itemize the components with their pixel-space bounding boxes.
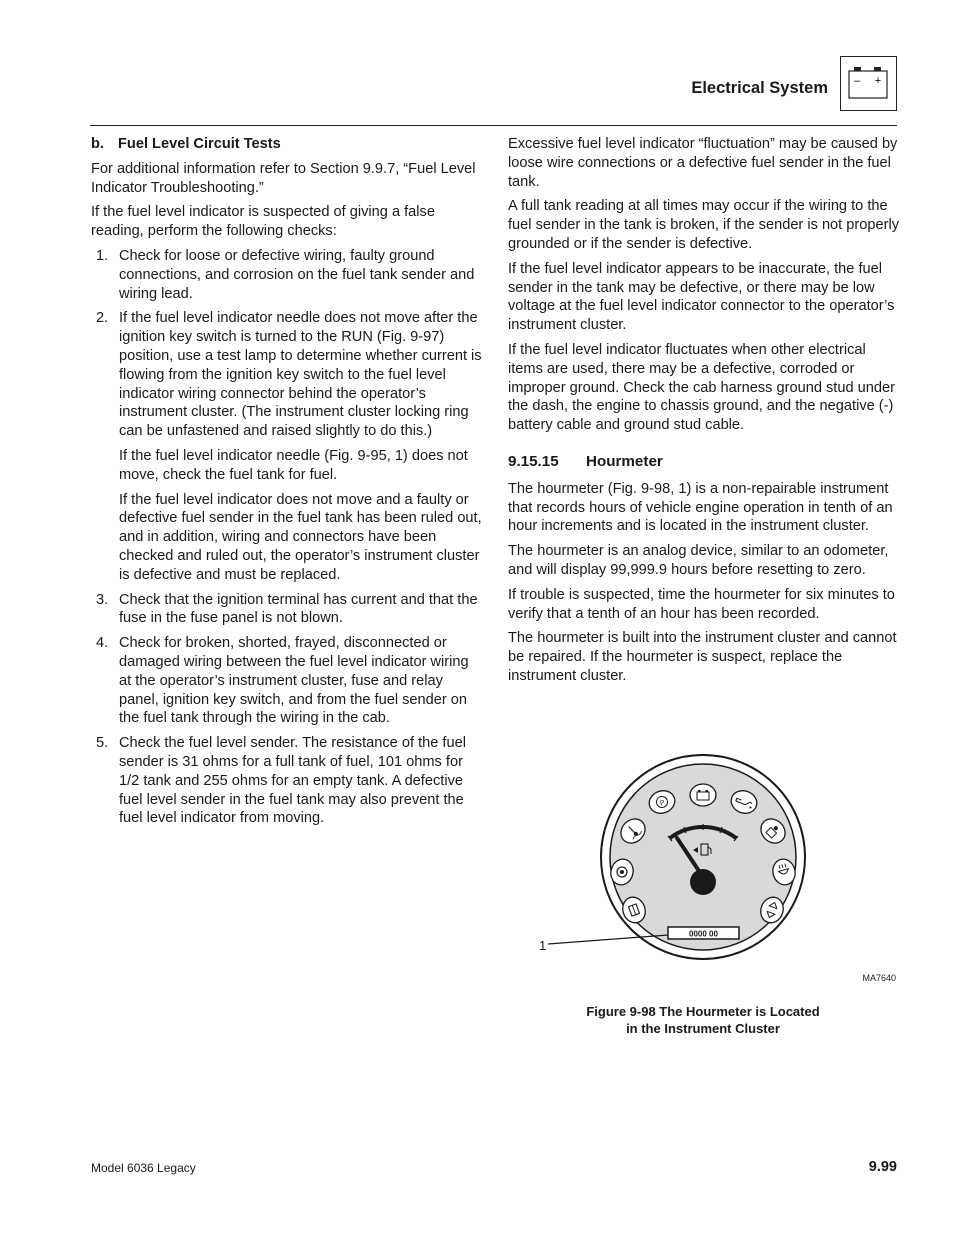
list-item: 1. Check for loose or defective wiring, faulty ground connections, and corrosion on the fuel tank sender and wiring lead. <box>96 247 475 302</box>
header-rule <box>90 125 897 126</box>
section-heading <box>508 453 900 472</box>
intro-paragraph: If the fuel level indicator is suspected of giving a false reading, perform the following checks: <box>91 204 435 240</box>
body-paragraph: Excessive fuel level indicator “fluctuation” may be caused by loose wire connections or a defective fuel sender in the fuel tank. <box>508 136 898 190</box>
subheading: b. Fuel Level Circuit Tests <box>91 136 281 152</box>
needle-hub <box>690 869 716 895</box>
right-column <box>508 135 900 692</box>
list-item: 4. Check for broken, shorted, frayed, disconnected or damaged wiring between the fuel level indicator wiring at the operator’s instrument cluster, fuse and relay panel, ignition key switch, and from the fuel sender on the fuel tank through the wiring in the cab. <box>96 635 469 727</box>
list-item: 5. Check the fuel level sender. The resistance of the fuel sender is 31 ohms for a full tank of fuel, 101 ohms for 1/2 tank and 255 ohms for an empty tank. A defective fuel level sender in the fuel tank may also prevent the fuel level indicator from moving. <box>96 735 466 827</box>
intro-paragraph: For additional information refer to Section 9.9.7, “Fuel Level Indicator Troubleshooting.” <box>91 160 476 196</box>
battery-icon <box>840 56 897 111</box>
svg-text:+: + <box>874 75 882 87</box>
body-paragraph: If trouble is suspected, time the hourmeter for six minutes to verify that a tenth of an hour has been recorded. <box>508 586 895 622</box>
hourmeter-reading: 0000 00 <box>689 929 718 939</box>
subheading-text: Fuel Level Circuit Tests <box>118 136 281 152</box>
section-number: 9.15.15 <box>508 452 559 470</box>
callout-number: 1 <box>539 938 547 953</box>
body-paragraph: The hourmeter is built into the instrument cluster and cannot be repaired. If the hourmeter is suspect, replace the instrument cluster. <box>508 630 897 684</box>
check-steps-list <box>91 247 483 828</box>
battery-warning-icon <box>690 784 716 806</box>
footer-model: Model 6036 Legacy <box>91 1161 196 1175</box>
body-paragraph: A full tank reading at all times may occur if the wiring to the fuel sender in the tank is broken, if the sender is not properly grounded or if the sender is defective. <box>508 198 900 252</box>
list-item: 2. If the fuel level indicator needle does not move after the ignition key switch is turned to the RUN (Fig. 9-97) position, use a test lamp to determine whether current is flowing from the ignition key switch to the fuel level indicator wiring connector behind the operator’s instrument cluster. (The instrument cluster locking ring can be unfastened and raised slightly to do this.) If the fuel level indicator needle (Fig. 9-95, 1) does not move, check the fuel tank for fuel. If the fuel level indicator does not move and a faulty or defective fuel sender in the fuel tank has been ruled out, and in addition, wiring and connectors have been checked and ruled out, the operator’s instrument cluster is defective and must be replaced. <box>96 310 482 583</box>
figure-id: MA7640 <box>862 973 896 983</box>
section-header-title: Electrical System <box>691 79 828 97</box>
page-number: 9.99 <box>868 1159 897 1175</box>
list-item: 3. Check that the ignition terminal has current and that the fuse in the fuse panel is not blown. <box>96 591 478 627</box>
body-paragraph: The hourmeter is an analog device, similar to an odometer, and will display 99,999.9 hours before resetting to zero. <box>508 543 889 578</box>
figure-caption: Figure 9-98 The Hourmeter is Located in the Instrument Cluster <box>586 1004 820 1036</box>
body-paragraph: If the fuel level indicator fluctuates when other electrical items are used, there may be a defective, corroded or improper ground. Check the cab harness ground stud under the dash, the engine to chassis ground, and the negative (-) battery cable and ground stud cable. <box>508 341 895 434</box>
svg-text:P: P <box>659 799 666 808</box>
section-title: Hourmeter <box>586 452 663 470</box>
body-paragraph: If the fuel level indicator appears to be inaccurate, the fuel sender in the tank may be defective, or there may be low voltage at the fuel level indicator connector to the operator’s instrument cluster. <box>508 260 895 334</box>
body-paragraph: The hourmeter (Fig. 9-98, 1) is a non-repairable instrument that records hours of vehicle engine operation in tenth of an hour increments and is located in the instrument cluster. <box>508 480 893 535</box>
left-column <box>91 135 483 834</box>
svg-text:–: – <box>853 75 861 87</box>
instrument-cluster-figure <box>520 745 905 990</box>
